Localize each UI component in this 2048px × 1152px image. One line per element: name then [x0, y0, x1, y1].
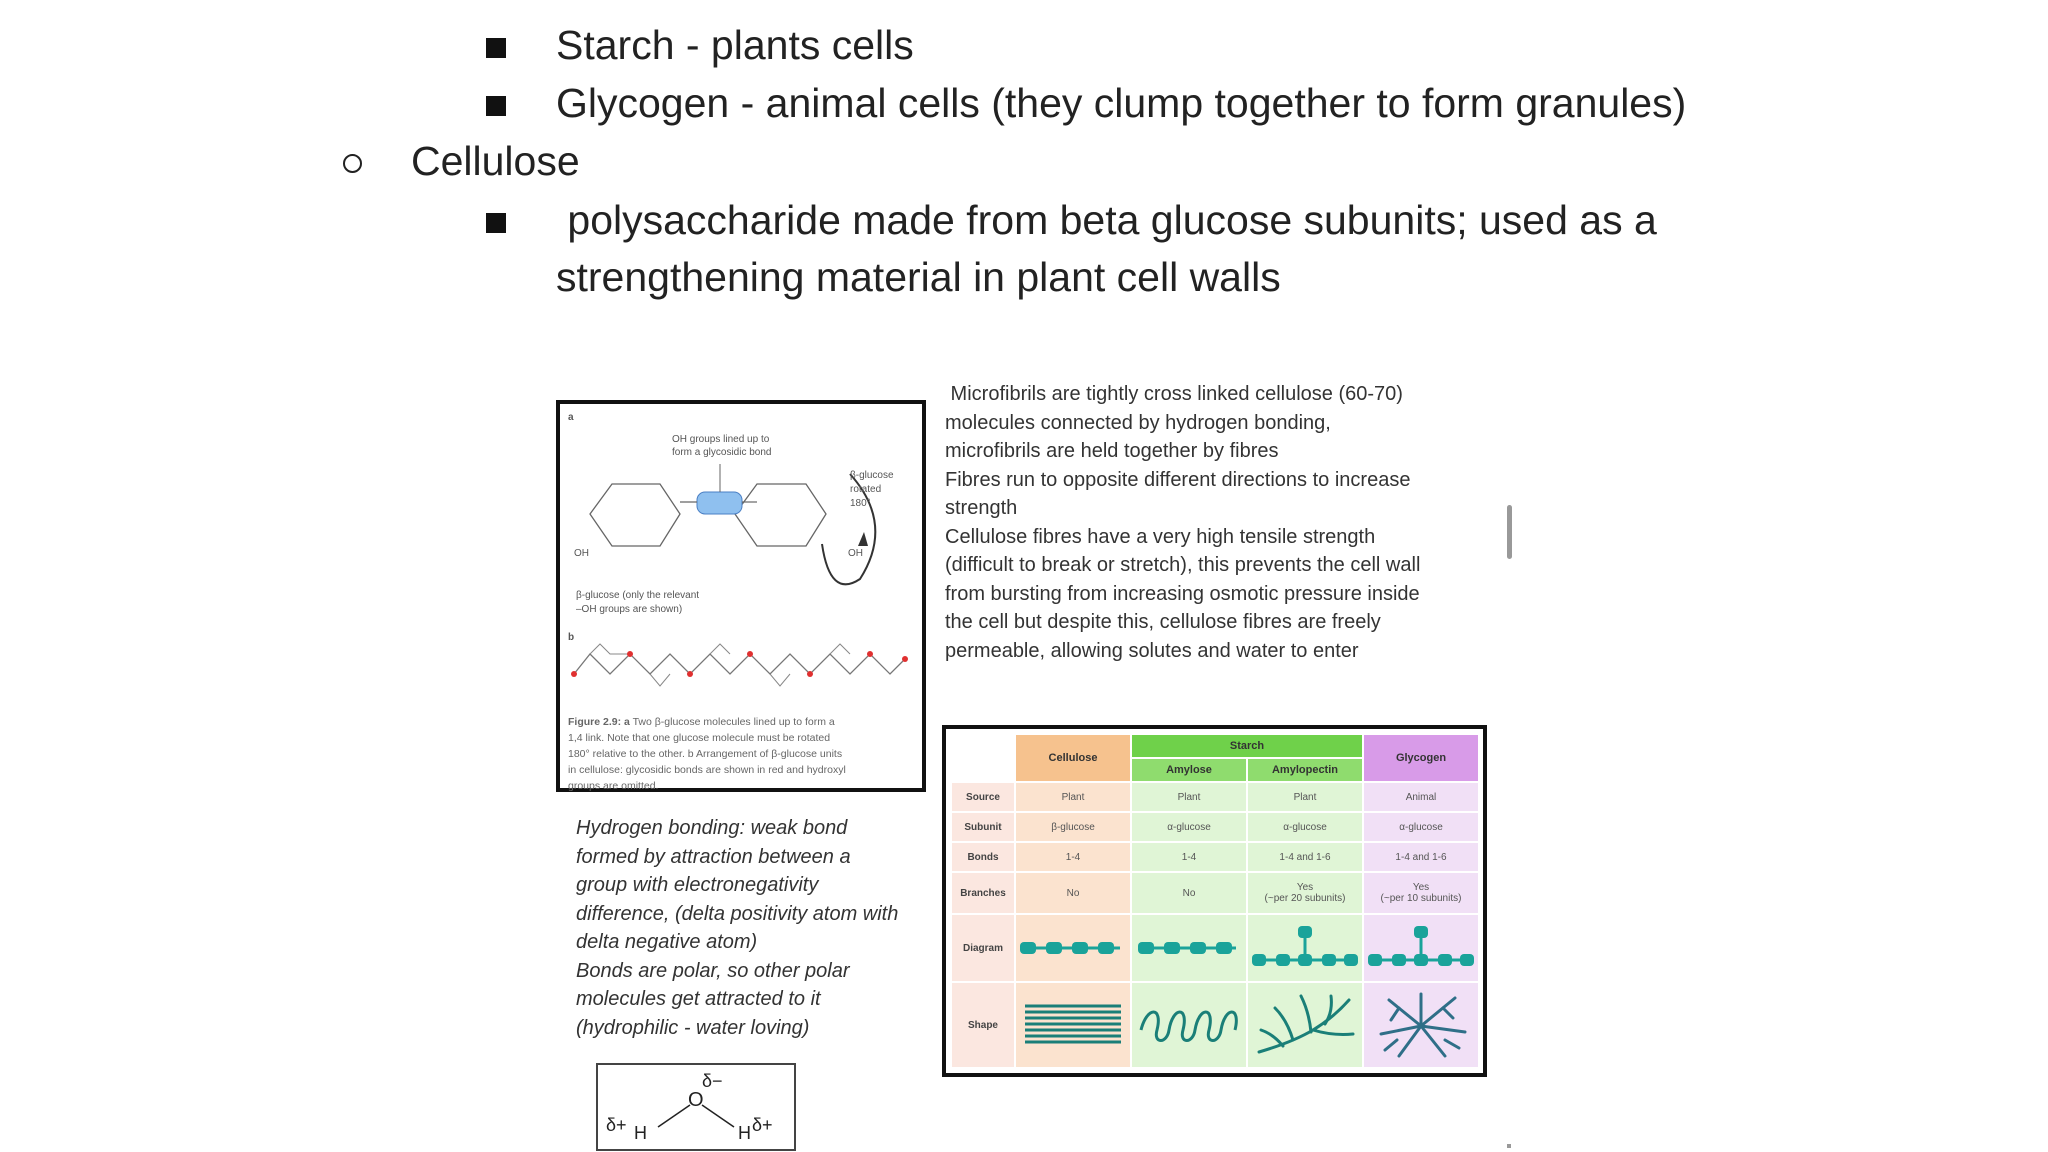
bullet-circle-icon: [343, 154, 362, 173]
figure-label-a: a: [568, 412, 574, 423]
bullet-square-icon: [486, 38, 506, 58]
table-cell: Animal: [1364, 783, 1478, 811]
hydrogen-bonding-note: [576, 814, 898, 1042]
table-cell: 1-4: [1016, 843, 1130, 871]
row-label-subunit: Subunit: [952, 813, 1014, 841]
microfibrils-paragraph: [945, 380, 1420, 665]
paragraph-line: Microfibrils are tightly cross linked cellulose (60-70): [945, 383, 1403, 405]
paragraph-line: the cell but despite this, cellulose fibres are freely: [945, 611, 1381, 633]
paragraph-line: (difficult to break or stretch), this prevents the cell wall: [945, 554, 1421, 576]
bullet-cellulose-heading: Cellulose: [411, 138, 580, 184]
caption-line5: groups are omitted.: [568, 780, 659, 792]
hydrogen-left-label: H: [634, 1123, 647, 1143]
paragraph-line: microfibrils are held together by fibres: [945, 440, 1279, 462]
table-cell: Yes (~per 20 subunits): [1248, 873, 1362, 913]
oh-left-label: OH: [574, 548, 589, 559]
scrollbar-thumb[interactable]: [1507, 505, 1512, 559]
row-label-bonds: Bonds: [952, 843, 1014, 871]
cellulose-shape-cell: [1016, 983, 1130, 1067]
amylose-shape-cell: [1132, 983, 1246, 1067]
table-cell: 1-4 and 1-6: [1248, 843, 1362, 871]
bullet-square-icon: [486, 96, 506, 116]
paragraph-line: strength: [945, 497, 1018, 519]
amylose-diagram-cell: [1132, 915, 1246, 981]
note-line: delta negative atom): [576, 931, 758, 953]
glycogen-branch-icon: [1366, 920, 1476, 976]
beta-glucose-figure: [556, 400, 926, 792]
amylopectin-tree-icon: [1253, 990, 1357, 1060]
note-line: Bonds are polar, so other polar: [576, 959, 850, 982]
row-label-diagram: Diagram: [952, 915, 1014, 981]
oh-groups-label-line1: OH groups lined up to: [672, 434, 770, 445]
header-cellulose: Cellulose: [1016, 735, 1130, 781]
table-cell: Plant: [1132, 783, 1246, 811]
polysaccharide-comparison-table: [942, 725, 1487, 1077]
table-cell: No: [1016, 873, 1130, 913]
hydrogen-right-label: H: [738, 1123, 751, 1143]
glycogen-tree-icon: [1369, 990, 1473, 1060]
table-cell: Yes (~per 10 subunits): [1364, 873, 1478, 913]
only-relevant-label-line1: β-glucose (only the relevant: [576, 590, 700, 601]
table-cell: β-glucose: [1016, 813, 1130, 841]
amylopectin-branch-icon: [1250, 920, 1360, 976]
header-starch: Starch: [1132, 735, 1362, 757]
oh-groups-label-line2: form a glycosidic bond: [672, 447, 772, 458]
water-molecule-diagram: [596, 1063, 796, 1151]
caption-line3: 180° relative to the other. b Arrangement of β-glucose units: [568, 748, 843, 760]
amylopectin-shape-cell: [1248, 983, 1362, 1067]
amylose-chain-icon: [1134, 928, 1244, 968]
table-cell: Plant: [1016, 783, 1130, 811]
note-line: formed by attraction between a: [576, 845, 851, 868]
rotated-label-line3: 180°: [850, 498, 871, 509]
cellulose-chain-icon: [1018, 928, 1128, 968]
caption-line1: Two β-glucose molecules lined up to form a: [629, 716, 835, 728]
caption-bold: Figure 2.9: a: [568, 716, 630, 728]
paragraph-line: Fibres run to opposite different directions to increase: [945, 468, 1411, 491]
cellulose-diagram-cell: [1016, 915, 1130, 981]
amylose-helix-icon: [1137, 1000, 1241, 1050]
glycogen-diagram-cell: [1364, 915, 1478, 981]
amylopectin-diagram-cell: [1248, 915, 1362, 981]
header-amylopectin: Amylopectin: [1248, 759, 1362, 781]
header-glycogen: Glycogen: [1364, 735, 1478, 781]
header-amylose: Amylose: [1132, 759, 1246, 781]
oxygen-label: O: [688, 1089, 704, 1111]
oh-right-label: OH: [848, 548, 863, 559]
rotated-label-line2: rotated: [850, 484, 882, 495]
rotated-label-line1: β-glucose: [850, 470, 894, 481]
row-label-branches: Branches: [952, 873, 1014, 913]
paragraph-line: permeable, allowing solutes and water to enter: [945, 639, 1359, 662]
note-line: molecules get attracted to it: [576, 988, 821, 1010]
paragraph-line: from bursting from increasing osmotic pressure inside: [945, 582, 1420, 605]
row-label-shape: Shape: [952, 983, 1014, 1067]
caption-line2: 1,4 link. Note that one glucose molecule must be rotated: [568, 732, 831, 744]
table-cell: 1-4: [1132, 843, 1246, 871]
note-line: difference, (delta positivity atom with: [576, 902, 899, 925]
figure-caption: [568, 714, 918, 794]
note-line: Hydrogen bonding: weak bond: [576, 817, 848, 839]
bullet-cellulose-line1: polysaccharide made from beta glucose subunits; used as a: [556, 197, 1657, 243]
only-relevant-label-line2: –OH groups are shown): [576, 604, 683, 615]
bullet-starch: Starch - plants cells: [556, 22, 914, 68]
table-cell: 1-4 and 1-6: [1364, 843, 1478, 871]
table-cell: α-glucose: [1248, 813, 1362, 841]
note-line: (hydrophilic - water loving): [576, 1016, 810, 1039]
bullet-square-icon: [486, 213, 506, 233]
table-cell: α-glucose: [1132, 813, 1246, 841]
note-line: group with electronegativity: [576, 874, 819, 896]
bullet-glycogen: Glycogen - animal cells (they clump together to form granules): [556, 80, 1687, 126]
caption-line4: in cellulose: glycosidic bonds are shown in red and hydroxyl: [568, 764, 846, 776]
table-cell: No: [1132, 873, 1246, 913]
delta-plus-right-label: δ+: [752, 1115, 773, 1135]
table-cell: Plant: [1248, 783, 1362, 811]
row-label-source: Source: [952, 783, 1014, 811]
delta-minus-label: δ−: [702, 1071, 723, 1091]
cellulose-fibre-icon: [1021, 1000, 1125, 1050]
glycogen-shape-cell: [1364, 983, 1478, 1067]
figure-label-b: b: [568, 632, 575, 643]
table-cell: α-glucose: [1364, 813, 1478, 841]
bullet-cellulose-line2: strengthening material in plant cell walls: [556, 254, 1281, 300]
resize-handle[interactable]: [1507, 1144, 1511, 1148]
paragraph-line: Cellulose fibres have a very high tensile strength: [945, 525, 1376, 548]
delta-plus-left-label: δ+: [606, 1115, 627, 1135]
paragraph-line: molecules connected by hydrogen bonding,: [945, 411, 1331, 434]
